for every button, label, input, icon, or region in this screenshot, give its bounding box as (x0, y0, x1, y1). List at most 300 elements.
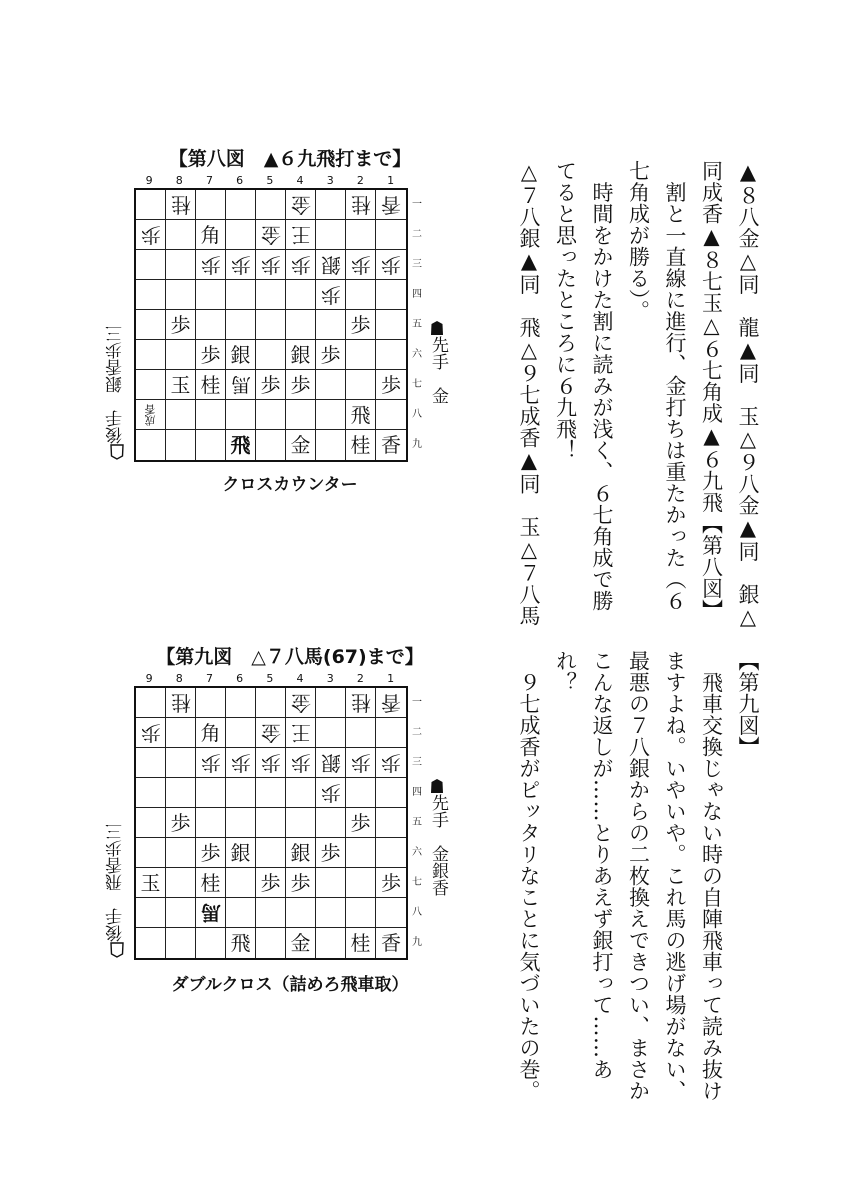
gote-piece: 歩 (260, 750, 281, 775)
shogi-board (134, 686, 408, 960)
board-square (346, 430, 376, 460)
rank-label: 三 (412, 259, 422, 270)
board-square (316, 340, 346, 370)
board-square (346, 838, 376, 868)
sente-hand-pieces: 金銀香 (428, 845, 448, 896)
board-square (286, 220, 316, 250)
board-square (256, 748, 286, 778)
sente-piece: 歩 (320, 840, 341, 865)
sente-piece: 銀 (230, 840, 251, 865)
board-square (256, 778, 286, 808)
board-square (256, 928, 286, 958)
board-square (286, 400, 316, 430)
rank-label: 七 (412, 379, 422, 390)
sente-hand-label: 先手 (428, 336, 448, 370)
gote-piece: 歩 (350, 252, 371, 277)
board-square (196, 370, 226, 400)
gote-piece: 歩 (290, 750, 311, 775)
text-column: てると思ったところに６九飛！ (553, 160, 578, 461)
file-label: 4 (296, 672, 304, 685)
file-label: 4 (296, 174, 304, 187)
rank-label: 四 (412, 289, 422, 300)
board-square (376, 250, 406, 280)
gote-piece: 金 (290, 690, 311, 715)
text-column: ９七成香がピッタリなことに気づいたの巻。 (517, 650, 541, 1102)
board-square (196, 868, 226, 898)
sente-piece: 桂 (350, 433, 371, 457)
rank-label: 四 (412, 787, 422, 798)
board-square (136, 400, 166, 430)
board-square (166, 280, 196, 310)
gote-piece: 歩 (320, 780, 341, 805)
sente-hand-pieces: 金 (428, 387, 448, 404)
board-square (286, 898, 316, 928)
board-square (316, 808, 346, 838)
board-square (316, 868, 346, 898)
board-square (316, 928, 346, 958)
file-label: 7 (205, 672, 213, 685)
rank-labels (410, 688, 424, 958)
text-column: 最悪の７八銀からの二枚換えできつい、まさか (626, 650, 651, 1102)
board-square (226, 220, 256, 250)
board-square (226, 748, 256, 778)
board-square (256, 838, 286, 868)
sente-piece: 金 (290, 433, 311, 457)
board-square (196, 778, 226, 808)
board-square (226, 838, 256, 868)
sente-piece: 金 (290, 931, 311, 955)
board-square (196, 280, 226, 310)
text-column: 七角成が勝る）。 (626, 160, 651, 322)
board-square (166, 838, 196, 868)
sente-piece: 香 (381, 433, 401, 457)
board-square (256, 310, 286, 340)
rank-label: 六 (412, 349, 422, 360)
board-square (136, 688, 166, 718)
board-square (316, 280, 346, 310)
diagram-8 (100, 140, 460, 500)
sente-piece: 歩 (320, 342, 341, 367)
board-square (316, 778, 346, 808)
board-square (256, 808, 286, 838)
board-square (376, 400, 406, 430)
board-square (166, 928, 196, 958)
board-square (346, 898, 376, 928)
board-square (226, 688, 256, 718)
board-square (226, 928, 256, 958)
gote-piece: 歩 (230, 252, 251, 277)
text-column: 【第九図】 (736, 650, 760, 758)
sente-piece: 角 (200, 222, 221, 247)
board-square (286, 250, 316, 280)
board-square (166, 190, 196, 220)
sente-piece: 銀 (230, 342, 251, 367)
rank-label: 五 (412, 817, 422, 828)
rank-label: 八 (412, 907, 422, 918)
board-square (316, 370, 346, 400)
board-square (136, 310, 166, 340)
board-square (256, 898, 286, 928)
board-square (316, 310, 346, 340)
sente-piece: 歩 (260, 870, 281, 895)
rank-label: 二 (412, 727, 422, 738)
board-square (256, 400, 286, 430)
board-square (136, 778, 166, 808)
gote-hand-label: 後手 (106, 908, 126, 942)
board-square (166, 430, 196, 460)
board-square (256, 718, 286, 748)
gote-piece: 桂 (170, 192, 191, 217)
board-square (166, 688, 196, 718)
board-square (256, 280, 286, 310)
gote-hand-pieces: 銀香歩三 (106, 325, 126, 393)
board-square (226, 430, 256, 460)
board-square (226, 190, 256, 220)
board-square (166, 898, 196, 928)
gote-piece: 王 (290, 720, 311, 745)
board-square (286, 280, 316, 310)
board-square (166, 778, 196, 808)
board-square (286, 310, 316, 340)
board-square (226, 340, 256, 370)
board-square (316, 688, 346, 718)
board-square (136, 928, 166, 958)
sente-piece: 歩 (290, 870, 311, 895)
file-labels (134, 672, 406, 685)
diagram-title: 【第八図 ▲６九飛打まで】 (168, 148, 412, 170)
file-label: 8 (175, 672, 183, 685)
board-square (136, 280, 166, 310)
black-turn-icon (435, 778, 449, 794)
rank-label: 一 (412, 697, 422, 708)
board-square (256, 688, 286, 718)
board-square (136, 370, 166, 400)
sente-piece: 飛 (350, 402, 371, 427)
board-square (256, 340, 286, 370)
board-square (376, 748, 406, 778)
board-square (166, 718, 196, 748)
sente-piece: 飛 (230, 931, 251, 955)
board-square (196, 340, 226, 370)
gote-piece: 銀 (320, 252, 341, 277)
sente-piece: 銀 (290, 342, 311, 367)
sente-piece: 歩 (170, 312, 191, 337)
board-square (286, 748, 316, 778)
gote-piece: 桂 (350, 690, 371, 715)
board-square (376, 688, 406, 718)
board-square (136, 190, 166, 220)
sente-piece: 銀 (290, 840, 311, 865)
board-square (346, 370, 376, 400)
board-square (226, 370, 256, 400)
board-square (316, 430, 346, 460)
board-square (286, 688, 316, 718)
gote-piece: 歩 (200, 252, 221, 277)
board-square (346, 688, 376, 718)
gote-piece: 馬 (200, 900, 221, 925)
board-square (136, 220, 166, 250)
board-square (346, 220, 376, 250)
board-square (256, 250, 286, 280)
gote-piece: 香 (381, 192, 401, 217)
sente-piece: 歩 (200, 840, 221, 865)
file-label: 8 (175, 174, 183, 187)
board-square (226, 718, 256, 748)
board-square (346, 808, 376, 838)
board-square (376, 718, 406, 748)
board-square (376, 868, 406, 898)
shogi-board (134, 188, 408, 462)
file-label: 5 (266, 672, 274, 685)
board-square (346, 748, 376, 778)
diagram-caption: ダブルクロス（詰めろ飛車取） (171, 975, 409, 995)
board-square (376, 280, 406, 310)
gote-piece: 歩 (140, 720, 161, 745)
board-square (286, 340, 316, 370)
board-square (346, 400, 376, 430)
board-square (196, 220, 226, 250)
board-square (166, 250, 196, 280)
gote-piece: 歩 (350, 750, 371, 775)
sente-piece: 歩 (381, 372, 401, 397)
board-square (196, 400, 226, 430)
file-label: 7 (205, 174, 213, 187)
board-square (196, 688, 226, 718)
sente-piece: 玉 (140, 870, 161, 895)
board-square (316, 400, 346, 430)
gote-piece: 桂 (170, 690, 191, 715)
board-square (376, 190, 406, 220)
board-square (196, 718, 226, 748)
sente-piece: 歩 (200, 342, 221, 367)
gote-piece: 歩 (200, 750, 221, 775)
board-square (376, 778, 406, 808)
text-column: 飛車交換じゃない時の自陣飛車って読み抜け (699, 650, 724, 1102)
board-square (196, 250, 226, 280)
board-square (256, 370, 286, 400)
board-square (166, 370, 196, 400)
board-square (346, 778, 376, 808)
board-square (136, 808, 166, 838)
sente-piece: 角 (200, 720, 221, 745)
sente-piece: 桂 (200, 372, 221, 397)
board-square (196, 808, 226, 838)
board-square (166, 748, 196, 778)
board-square (286, 718, 316, 748)
diagram-9 (100, 638, 460, 998)
file-label: 9 (145, 174, 153, 187)
sente-hand-label: 先手 (428, 794, 448, 828)
text-column: れ？ (553, 650, 578, 693)
gote-piece: 金 (290, 192, 311, 217)
file-label: 2 (356, 174, 364, 187)
board-square (196, 310, 226, 340)
board-square (196, 748, 226, 778)
sente-piece: 歩 (350, 312, 371, 337)
gote-piece: 桂 (350, 192, 371, 217)
board-square (316, 220, 346, 250)
rank-label: 六 (412, 847, 422, 858)
board-square (346, 718, 376, 748)
gote-piece: 金 (260, 222, 281, 247)
board-square (166, 340, 196, 370)
file-label: 6 (236, 672, 244, 685)
rank-label: 二 (412, 229, 422, 240)
text-column: こんな返しが……とりあえず銀打って……あ (590, 650, 614, 1080)
board-square (286, 928, 316, 958)
board-square (136, 340, 166, 370)
rank-label: 八 (412, 409, 422, 420)
board-square (346, 190, 376, 220)
board-square (316, 718, 346, 748)
board-square (376, 370, 406, 400)
board-square (226, 898, 256, 928)
white-turn-icon (105, 942, 119, 958)
board-square (136, 718, 166, 748)
board-square (226, 250, 256, 280)
board-square (286, 190, 316, 220)
text-column: 割と一直線に進行、金打ちは重たかった（６ (663, 160, 687, 612)
gote-piece: 成香 (143, 403, 157, 426)
board-square (166, 868, 196, 898)
text-column: ますよね。いやいや。これ馬の逃げ場がない、 (663, 650, 687, 1102)
file-label: 3 (326, 174, 334, 187)
board-square (346, 928, 376, 958)
board-square (166, 310, 196, 340)
board-square (286, 838, 316, 868)
board-square (346, 868, 376, 898)
board-square (226, 400, 256, 430)
board-square (226, 310, 256, 340)
board-square (376, 928, 406, 958)
board-square (316, 250, 346, 280)
board-square (136, 430, 166, 460)
board-square (346, 340, 376, 370)
gote-piece: 金 (260, 720, 281, 745)
board-square (136, 838, 166, 868)
board-square (346, 280, 376, 310)
board-square (226, 778, 256, 808)
sente-piece: 歩 (260, 372, 281, 397)
file-label: 3 (326, 672, 334, 685)
gote-piece: 歩 (381, 252, 401, 277)
diagram-title: 【第九図 △７八馬(67)まで】 (156, 646, 424, 668)
rank-labels (410, 190, 424, 460)
file-label: 5 (266, 174, 274, 187)
board-square (226, 868, 256, 898)
file-label: 1 (387, 672, 395, 685)
text-column: 同成香▲８七玉△６七角成▲６九飛【第八図】 (699, 160, 724, 621)
gote-hand (104, 688, 128, 958)
file-label: 6 (236, 174, 244, 187)
board-square (286, 430, 316, 460)
sente-piece: 歩 (290, 372, 311, 397)
board-square (376, 310, 406, 340)
board-square (256, 190, 286, 220)
board-square (376, 340, 406, 370)
file-labels (134, 174, 406, 187)
gote-piece: 歩 (140, 222, 161, 247)
board-square (376, 430, 406, 460)
board-square (136, 748, 166, 778)
gote-piece: 王 (290, 222, 311, 247)
rank-label: 九 (412, 439, 422, 450)
board-square (166, 400, 196, 430)
gote-hand-label: 後手 (106, 410, 126, 444)
board-square (226, 280, 256, 310)
text-column: 時間をかけた割に読みが浅く、６七角成で勝 (590, 160, 614, 612)
board-square (196, 190, 226, 220)
board-square (256, 430, 286, 460)
board-square (136, 898, 166, 928)
sente-piece: 飛 (230, 433, 251, 457)
file-label: 9 (145, 672, 153, 685)
sente-piece: 歩 (350, 810, 371, 835)
board-square (376, 898, 406, 928)
rank-label: 九 (412, 937, 422, 948)
gote-piece: 銀 (320, 750, 341, 775)
black-turn-icon (435, 320, 449, 336)
board-square (376, 838, 406, 868)
sente-piece: 香 (381, 931, 401, 955)
rank-label: 七 (412, 877, 422, 888)
sente-piece: 玉 (170, 372, 191, 397)
board-square (376, 220, 406, 250)
board-square (286, 778, 316, 808)
gote-piece: 歩 (320, 282, 341, 307)
file-label: 1 (387, 174, 395, 187)
gote-piece: 歩 (230, 750, 251, 775)
gote-hand (104, 190, 128, 460)
board-square (196, 838, 226, 868)
sente-hand (426, 778, 450, 896)
board-square (256, 868, 286, 898)
gote-piece: 歩 (260, 252, 281, 277)
gote-piece: 歩 (290, 252, 311, 277)
sente-piece: 桂 (350, 931, 371, 955)
gote-piece: 歩 (381, 750, 401, 775)
board-square (196, 898, 226, 928)
board-square (256, 220, 286, 250)
board-square (226, 808, 256, 838)
rank-label: 五 (412, 319, 422, 330)
diagram-caption: クロスカウンター (222, 475, 358, 495)
board-square (196, 430, 226, 460)
board-square (316, 898, 346, 928)
sente-piece: 桂 (200, 870, 221, 895)
board-square (166, 220, 196, 250)
text-column: △７八銀▲同 飛△９七成香▲同 玉△７八馬 (517, 160, 541, 627)
board-square (346, 310, 376, 340)
gote-piece: 香 (381, 690, 401, 715)
board-square (316, 748, 346, 778)
board-square (376, 808, 406, 838)
board-square (166, 808, 196, 838)
gote-hand-pieces: 飛香歩三 (106, 823, 126, 891)
board-square (316, 838, 346, 868)
board-square (136, 868, 166, 898)
sente-piece: 歩 (381, 870, 401, 895)
board-square (286, 370, 316, 400)
white-turn-icon (105, 444, 119, 460)
rank-label: 一 (412, 199, 422, 210)
board-square (286, 868, 316, 898)
sente-hand (426, 320, 450, 404)
gote-piece: 馬 (230, 372, 251, 397)
sente-piece: 歩 (170, 810, 191, 835)
board-square (316, 190, 346, 220)
board-square (346, 250, 376, 280)
